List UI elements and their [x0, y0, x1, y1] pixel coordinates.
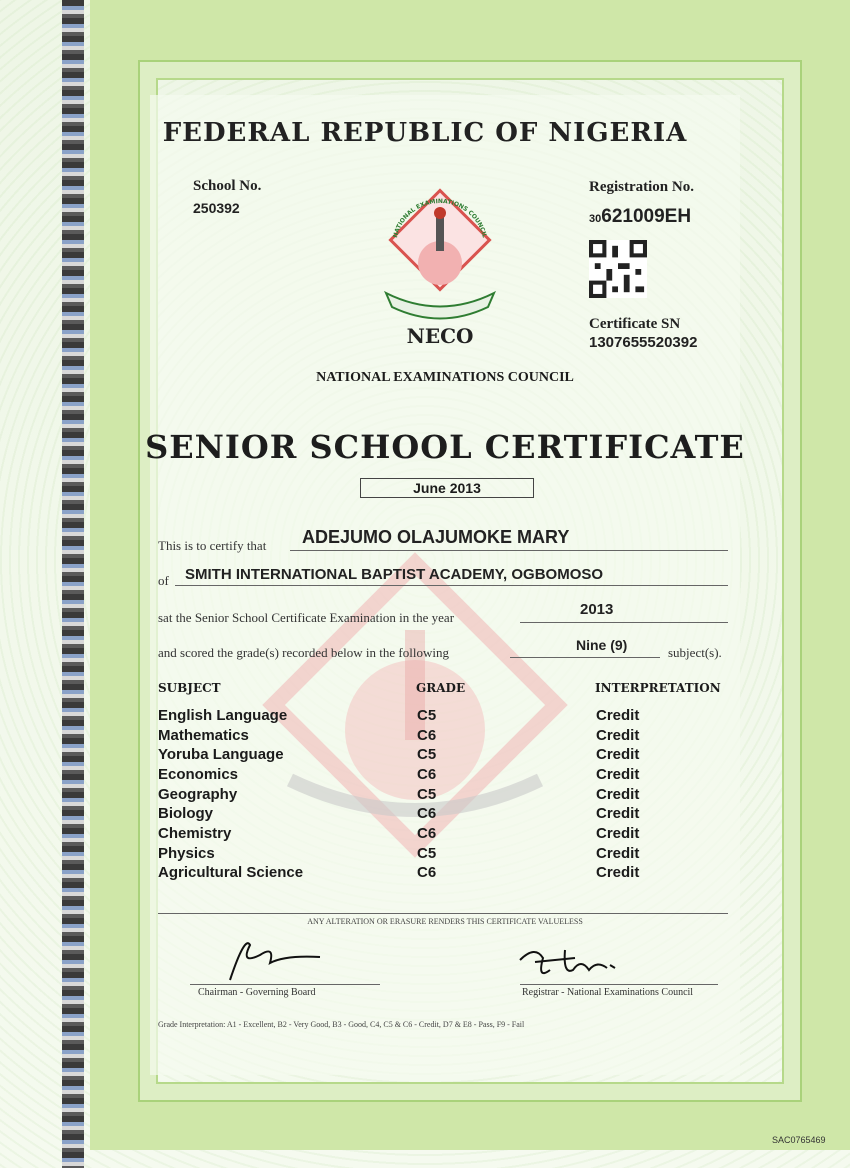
- certify-prefix: This is to certify that: [158, 538, 267, 553]
- candidate-name: ADEJUMO OLAJUMOKE MARY: [302, 527, 570, 547]
- subject-cell: Mathematics: [158, 727, 249, 744]
- grade-cell: C6: [417, 727, 437, 744]
- interpretation-cell: Credit: [596, 864, 640, 881]
- subject-count: Nine (9): [576, 637, 628, 653]
- certificate-sn-label: Certificate SN: [589, 316, 681, 332]
- school-no-value: 250392: [193, 200, 240, 216]
- of-prefix: of: [158, 573, 169, 588]
- scored-prefix: and scored the grade(s) recorded below in the following: [158, 645, 449, 660]
- serial-code: SAC0765469: [772, 1135, 826, 1145]
- subject-cell: Geography: [158, 786, 238, 803]
- grade-cell: C6: [417, 805, 437, 822]
- interpretation-cell: Credit: [596, 845, 640, 862]
- table-row: [158, 864, 718, 884]
- grade-cell: C5: [417, 707, 437, 724]
- warning-text: ANY ALTERATION OR ERASURE RENDERS THIS CERTIFICATE VALUELESS: [307, 917, 583, 926]
- subject-cell: Economics: [158, 766, 239, 783]
- registrar-title: Registrar - National Examinations Council: [522, 987, 694, 998]
- grade-cell: C5: [417, 845, 437, 862]
- subject-cell: Yoruba Language: [158, 746, 284, 763]
- interpretation-cell: Credit: [596, 825, 640, 842]
- subject-cell: English Language: [158, 707, 288, 724]
- registration-value: [589, 206, 691, 228]
- exam-year: 2013: [580, 601, 614, 618]
- security-strip: [62, 0, 84, 1168]
- sat-prefix: sat the Senior School Certificate Examination in the year: [158, 610, 455, 625]
- subject-cell: Physics: [158, 845, 215, 862]
- header-subject: SUBJECT: [158, 681, 221, 695]
- country-title: FEDERAL REPUBLIC OF NIGERIA: [162, 118, 688, 148]
- name-underline: [290, 548, 728, 551]
- grade-interpretation: Grade Interpretation: A1 - Excellent, B2 - Very Good, B3 - Good, C4, C5 & C6 - Credit, D7 & E8 - Pass, F9 - Fail: [158, 1020, 525, 1029]
- registration-prefix: 30: [589, 213, 602, 225]
- table-row: [158, 786, 718, 806]
- certificate-sn-value: 1307655520392: [589, 334, 698, 351]
- interpretation-cell: Credit: [596, 707, 640, 724]
- school-no-label: School No.: [193, 178, 262, 194]
- chairman-signature: [220, 925, 330, 985]
- interpretation-cell: Credit: [596, 766, 640, 783]
- qr-code-icon: [588, 240, 648, 298]
- certificate-title: SENIOR SCHOOL CERTIFICATE: [145, 428, 745, 466]
- interpretation-cell: Credit: [596, 786, 640, 803]
- table-row: [158, 766, 718, 786]
- council-name: NATIONAL EXAMINATIONS COUNCIL: [316, 370, 574, 385]
- school-underline: [175, 583, 728, 586]
- interpretation-cell: Credit: [596, 727, 640, 744]
- table-row: [158, 746, 718, 766]
- interpretation-cell: Credit: [596, 746, 640, 763]
- grade-cell: C6: [417, 864, 437, 881]
- grade-cell: C5: [417, 786, 437, 803]
- subject-cell: Chemistry: [158, 825, 232, 842]
- neco-logo: [378, 185, 503, 345]
- grade-cell: C6: [417, 825, 437, 842]
- year-underline: [520, 620, 728, 623]
- registration-label: Registration No.: [589, 179, 694, 195]
- registrar-signature: [515, 940, 625, 985]
- scored-suffix: subject(s).: [668, 645, 722, 660]
- table-row: [158, 805, 718, 825]
- logo-ring-text: NATIONAL EXAMINATIONS COUNCIL: [392, 197, 488, 239]
- table-row: [158, 727, 718, 747]
- header-interpretation: INTERPRETATION: [595, 681, 721, 695]
- subject-cell: Biology: [158, 805, 213, 822]
- grade-cell: C5: [417, 746, 437, 763]
- table-row: [158, 845, 718, 865]
- interpretation-cell: Credit: [596, 805, 640, 822]
- grade-cell: C6: [417, 766, 437, 783]
- session-box: June 2013: [360, 478, 534, 498]
- warning-rule: [158, 912, 728, 914]
- school-name: SMITH INTERNATIONAL BAPTIST ACADEMY, OGBOMOSO: [185, 566, 604, 583]
- registration-number: 621009EH: [601, 206, 692, 227]
- logo-acronym: NECO: [406, 324, 474, 345]
- chairman-line: [190, 983, 380, 985]
- chairman-title: Chairman - Governing Board: [198, 987, 316, 998]
- count-underline: [510, 655, 660, 658]
- header-grade: GRADE: [416, 681, 466, 695]
- table-row: [158, 707, 718, 727]
- subject-cell: Agricultural Science: [158, 864, 304, 881]
- registrar-line: [520, 983, 718, 985]
- table-row: [158, 825, 718, 845]
